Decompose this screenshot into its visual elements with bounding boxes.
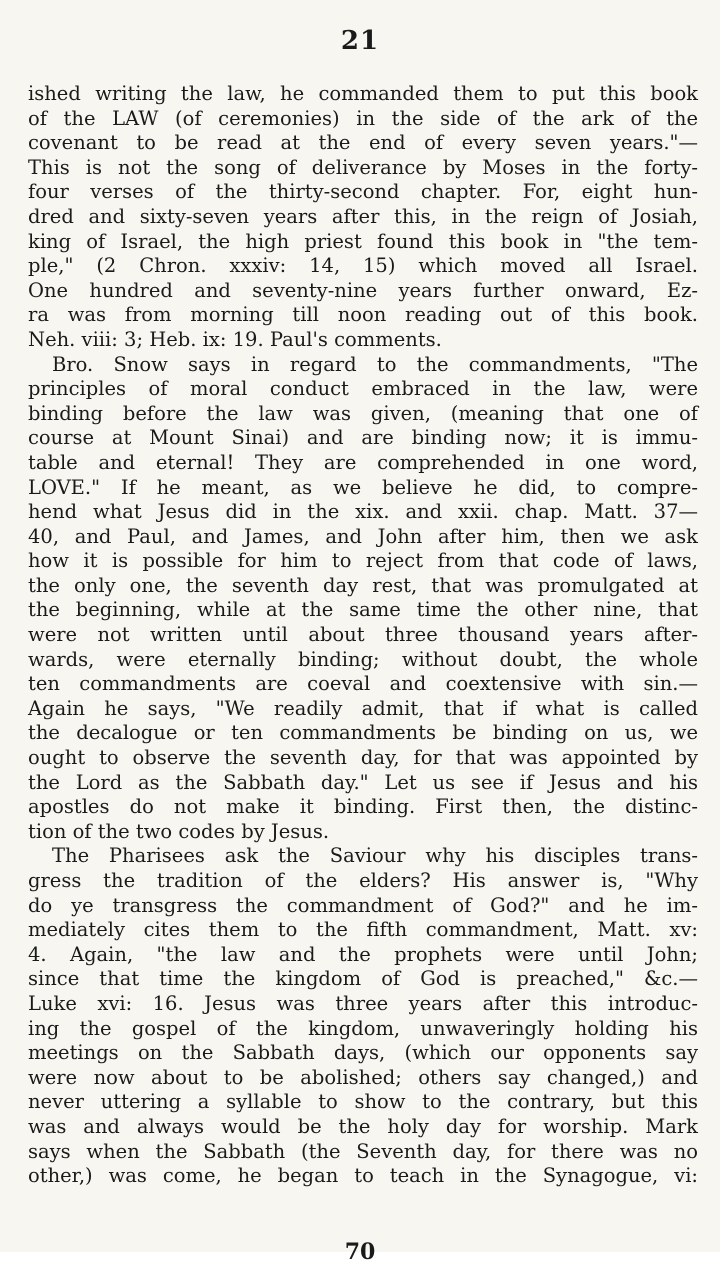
text-line: ished writing the law, he commanded them to put this book xyxy=(28,82,698,105)
text-line: never uttering a syllable to show to the contrary, but this xyxy=(28,1090,698,1114)
text-line: says when the Sabbath (the Seventh day, for there was no xyxy=(28,1139,698,1163)
text-line: the Lord as the Sabbath day." Let us see if Jesus and his xyxy=(28,770,698,794)
text-line: 4. Again, "the law and the prophets were until John; xyxy=(28,942,698,966)
text-line: four verses of the thirty-second chapter. For, eight hun- xyxy=(28,180,698,204)
text-line: LOVE." If he meant, as we believe he did, to compre- xyxy=(28,475,698,499)
text-line: table and eternal! They are comprehended in one word, xyxy=(28,450,698,474)
text-line: This is not the song of deliverance by Moses in the forty- xyxy=(28,155,698,179)
text-line: since that time the kingdom of God is preached," &c.— xyxy=(28,967,698,991)
text-line: the only one, the seventh day rest, that was promulgated at xyxy=(28,573,698,597)
body-text xyxy=(28,82,698,1189)
text-line: ten commandments are coeval and coextensive with sin.— xyxy=(28,672,698,696)
text-line: gress the tradition of the elders? His answer is, "Why xyxy=(28,869,698,892)
text-line: how it is possible for him to reject from that code of laws, xyxy=(28,549,698,573)
paragraph-start-line: Bro. Snow says in regard to the commandments, "The xyxy=(52,352,698,376)
text-line: dred and sixty-seven years after this, in the reign of Josiah, xyxy=(28,204,698,228)
text-line: were now about to be abolished; others say changed,) and xyxy=(28,1065,698,1089)
text-line: One hundred and seventy-nine years further onward, Ez- xyxy=(28,278,698,302)
signature-mark: 70 xyxy=(344,1239,376,1265)
text-line: wards, were eternally binding; without doubt, the whole xyxy=(28,647,698,671)
text-line: tion of the two codes by Jesus. xyxy=(28,819,330,843)
text-line: do ye transgress the commandment of God?" and he im- xyxy=(28,893,698,917)
text-line: apostles do not make it binding. First then, the distinc- xyxy=(28,795,698,819)
text-line: were not written until about three thousand years after- xyxy=(28,623,698,647)
text-line: meetings on the Sabbath days, (which our opponents say xyxy=(28,1041,698,1065)
text-line: binding before the law was given, (meaning that one of xyxy=(28,401,698,425)
text-line: other,) was come, he began to teach in the Synagogue, vi: xyxy=(28,1164,698,1188)
text-line: Neh. viii: 3; Heb. ix: 19. Paul's comments. xyxy=(28,327,442,351)
text-line: ple," (2 Chron. xxxiv: 14, 15) which moved all Israel. xyxy=(28,254,698,278)
text-line: ought to observe the seventh day, for that was appointed by xyxy=(28,746,698,770)
text-line: Again he says, "We readily admit, that if what is called xyxy=(28,696,698,720)
text-line: Luke xvi: 16. Jesus was three years after this introduc- xyxy=(28,991,698,1015)
text-line: 40, and Paul, and James, and John after him, then we ask xyxy=(28,524,698,548)
text-line: ing the gospel of the kingdom, unwaveringly holding his xyxy=(28,1016,698,1040)
text-line: ra was from morning till noon reading out of this book. xyxy=(28,303,698,327)
text-line: hend what Jesus did in the xix. and xxii. chap. Matt. 37— xyxy=(28,500,698,524)
text-line: king of Israel, the high priest found this book in "the tem- xyxy=(28,229,698,253)
text-line: course at Mount Sinai) and are binding now; it is immu- xyxy=(28,426,698,450)
paragraph-start-line: The Pharisees ask the Saviour why his disciples trans- xyxy=(52,844,698,868)
text-line: of the LAW (of ceremonies) in the side of the ark of the xyxy=(28,106,698,130)
text-line: mediately cites them to the fifth commandment, Matt. xv: xyxy=(28,918,698,942)
text-line: the decalogue or ten commandments be binding on us, we xyxy=(28,721,698,745)
text-line: principles of moral conduct embraced in the law, were xyxy=(28,377,698,401)
page-number: 21 xyxy=(340,26,380,56)
text-line: covenant to be read at the end of every seven years."— xyxy=(28,131,698,155)
text-line: the beginning, while at the same time the other nine, that xyxy=(28,598,698,622)
text-line: was and always would be the holy day for worship. Mark xyxy=(28,1114,698,1138)
